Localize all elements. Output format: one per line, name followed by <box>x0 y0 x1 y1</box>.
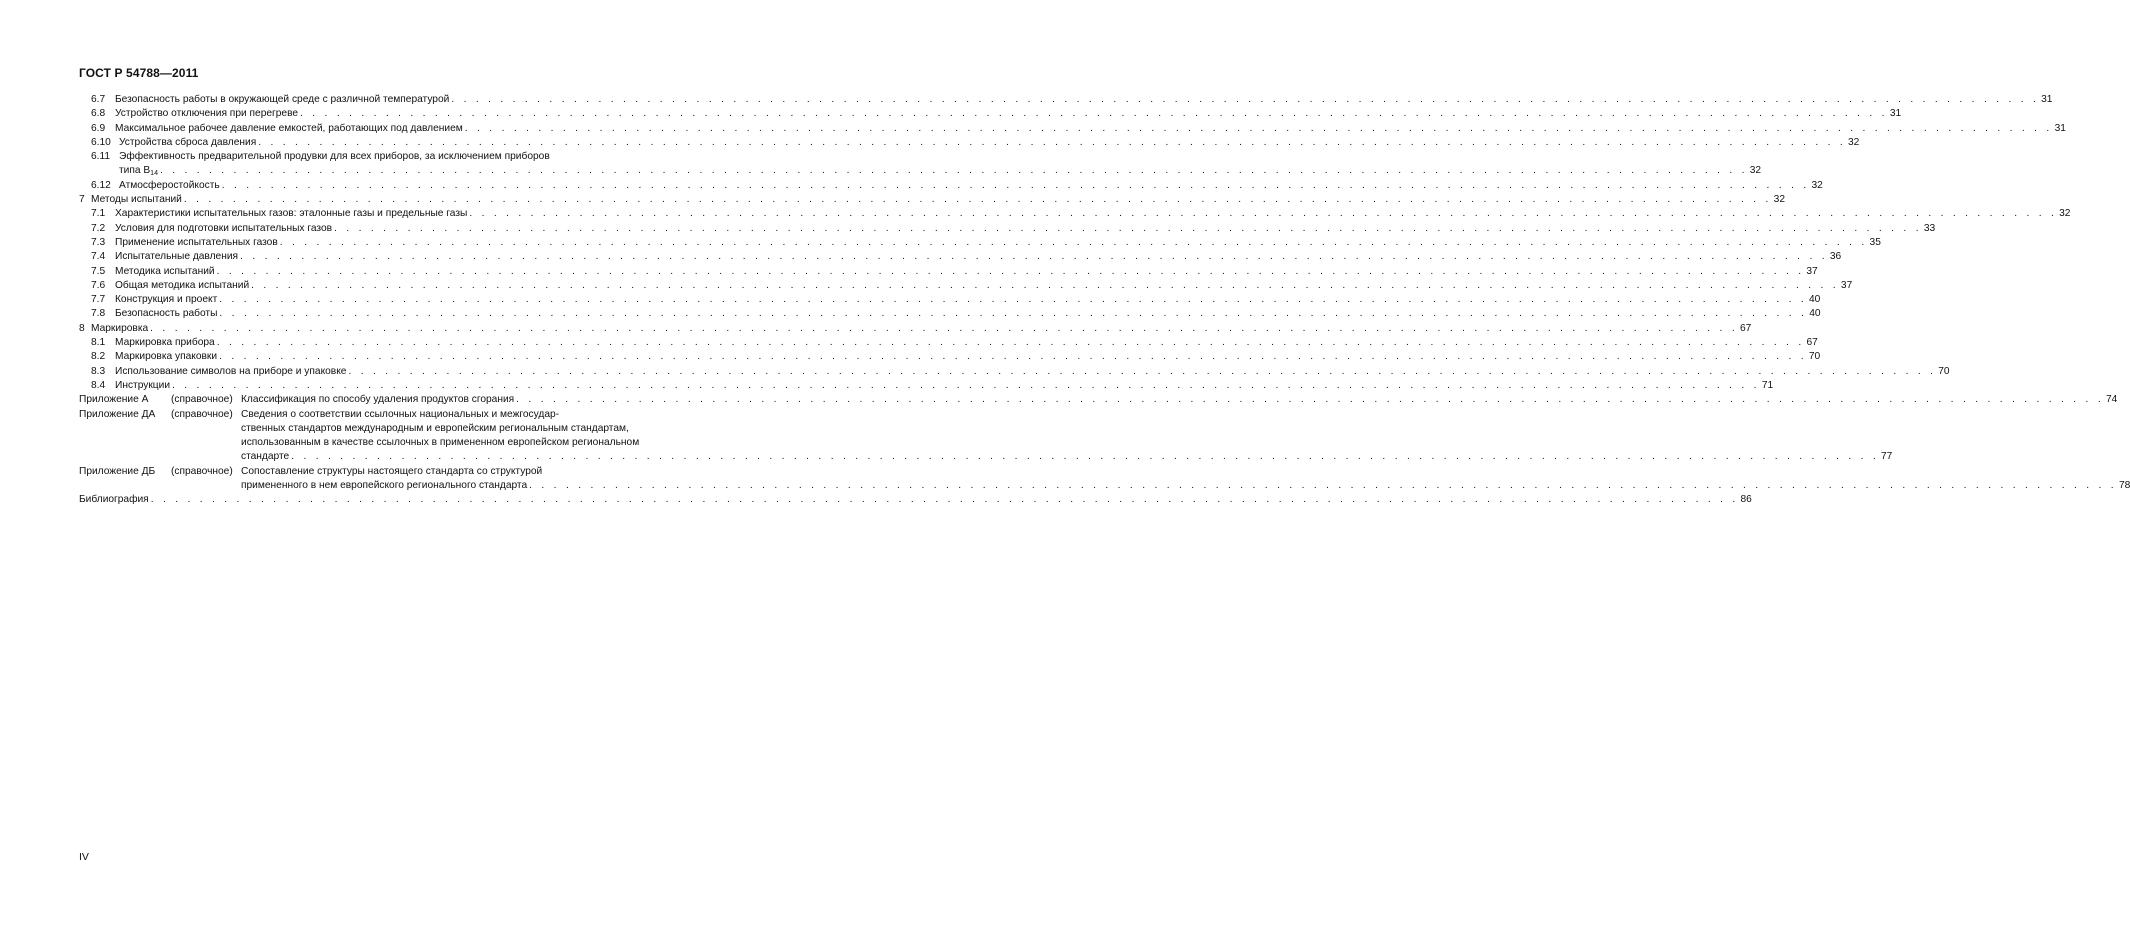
toc-title-line: Эффективность предварительной продувки для всех приборов, за исключением приборов <box>119 151 550 163</box>
dot-leader <box>469 207 2057 221</box>
toc-page: 32 <box>1811 179 1823 191</box>
toc-title: Маркировка <box>91 322 149 334</box>
document-header: ГОСТ Р 54788—2011 <box>79 66 199 80</box>
dot-leader <box>280 236 1868 250</box>
toc-title: Характеристики испытательных газов: эталонные газы и предельные газы <box>115 208 468 220</box>
toc-number: 8.3 <box>91 365 106 377</box>
dot-leader <box>219 293 1807 307</box>
table-of-contents <box>79 93 2130 508</box>
toc-entry-8-4[interactable] <box>79 379 1774 393</box>
appendix-kind: (справочное) <box>171 465 233 477</box>
dot-leader <box>151 493 1739 507</box>
subscript: 14 <box>150 170 158 178</box>
toc-page: 78 <box>2118 480 2130 492</box>
toc-title: Маркировка упаковки <box>115 351 218 363</box>
toc-title-line: типа $B_{14}$ <box>119 165 158 178</box>
toc-entry-6-7[interactable] <box>79 93 2053 107</box>
toc-page: 70 <box>1808 351 1821 363</box>
toc-number: 6.8 <box>91 108 106 120</box>
toc-title: Безопасность работы <box>115 308 218 320</box>
toc-entry-6-10[interactable] <box>79 136 1860 150</box>
toc-page: 32 <box>1749 165 1762 177</box>
toc-number: 7.2 <box>91 222 106 234</box>
toc-number: 7 <box>79 194 85 206</box>
dot-leader <box>217 336 1805 350</box>
toc-page: 77 <box>1881 451 1893 463</box>
toc-entry-7-1[interactable] <box>79 207 2071 221</box>
toc-page: 86 <box>1740 494 1752 506</box>
dot-leader <box>240 250 1828 264</box>
toc-entry-7-2[interactable] <box>79 222 1936 236</box>
toc-entry-bibliography[interactable] <box>79 493 1752 507</box>
toc-title-line: Сопоставление структуры настоящего стандарта со структурой <box>241 465 543 477</box>
toc-page: 37 <box>1840 279 1853 291</box>
toc-number: 6.12 <box>91 179 111 191</box>
dot-leader <box>222 179 1810 193</box>
toc-number: 6.9 <box>91 122 106 134</box>
toc-entry-7-5[interactable] <box>79 265 1818 279</box>
toc-number: 8.1 <box>91 337 106 349</box>
toc-title: Инструкции <box>115 379 171 391</box>
toc-page: 67 <box>1806 337 1818 349</box>
appendix-label: Приложение ДБ <box>79 465 156 477</box>
toc-title: Устройство отключения при перегреве <box>115 108 299 120</box>
toc-number: 6.11 <box>91 151 111 163</box>
toc-number: 7.5 <box>91 265 106 277</box>
toc-page: 31 <box>2054 122 2066 134</box>
toc-entry-8-1[interactable] <box>79 336 1818 350</box>
toc-page: 32 <box>1848 136 1860 148</box>
dot-leader <box>258 136 1846 150</box>
appendix-label: Приложение А <box>79 394 149 406</box>
dot-leader <box>219 307 1807 321</box>
toc-page: 40 <box>1809 308 1821 320</box>
toc-entry-7-7[interactable] <box>79 293 1821 307</box>
dot-leader <box>334 222 1922 236</box>
toc-title: Классификация по способу удаления продуктов сгорания <box>241 394 515 406</box>
toc-number: 7.8 <box>91 308 106 320</box>
toc-page: 71 <box>1761 379 1774 391</box>
toc-title: Применение испытательных газов <box>115 236 278 248</box>
toc-number: 8.4 <box>91 379 106 391</box>
toc-entry-6-8[interactable] <box>79 107 1902 121</box>
toc-entry-7-4[interactable] <box>79 250 1842 264</box>
toc-title: Устройства сброса давления <box>119 136 257 148</box>
toc-number: 8.2 <box>91 351 106 363</box>
toc-entry-appendix-da[interactable] <box>79 408 1893 465</box>
appendix-kind: (справочное) <box>171 408 233 420</box>
dot-leader <box>348 365 1936 379</box>
dot-leader <box>172 379 1760 393</box>
appendix-kind: (справочное) <box>171 394 233 406</box>
toc-number: 6.7 <box>91 94 106 105</box>
toc-title-line: стандарте <box>241 451 290 463</box>
toc-title: Максимальное рабочее давление емкостей, работающих под давлением <box>115 122 463 134</box>
toc-page: 74 <box>2105 394 2118 406</box>
toc-title: Конструкция и проект <box>115 294 218 306</box>
toc-title-line: ственных стандартов международным и европейским региональным стандартам, <box>241 422 629 434</box>
toc-number: 6.10 <box>91 136 111 148</box>
toc-title: Атмосферостойкость <box>119 179 220 191</box>
dot-leader <box>251 279 1839 293</box>
toc-page: 37 <box>1806 265 1818 277</box>
toc-entry-7-3[interactable] <box>79 236 1881 250</box>
dot-leader <box>219 350 1807 364</box>
toc-title: Безопасность работы в окружающей среде с различной температурой <box>115 94 450 105</box>
page-number: IV <box>79 851 89 863</box>
toc-number: 7.7 <box>91 294 106 306</box>
toc-entry-6-12[interactable] <box>79 179 1823 193</box>
toc-page: 67 <box>1739 322 1752 334</box>
toc-number: 8 <box>79 322 85 334</box>
toc-entry-7-8[interactable] <box>79 307 1821 321</box>
toc-entry-8-2[interactable] <box>79 350 1821 364</box>
toc-entry-8[interactable] <box>79 322 1752 336</box>
toc-title: Методы испытаний <box>91 194 182 206</box>
toc-page: 32 <box>1773 194 1785 206</box>
dot-leader <box>529 479 2117 493</box>
toc-title-line: Сведения о соответствии ссылочных национальных и межгосудар- <box>241 408 560 420</box>
dot-leader <box>150 322 1738 336</box>
toc-entry-7[interactable] <box>79 193 1785 207</box>
toc-page: 33 <box>1923 222 1936 234</box>
dot-leader <box>291 450 1879 464</box>
toc-number: 7.6 <box>91 279 106 291</box>
dot-leader <box>516 393 2104 407</box>
toc-page: 32 <box>2059 208 2071 220</box>
toc-number: 7.3 <box>91 236 106 248</box>
dot-leader <box>300 107 1888 121</box>
toc-page: 31 <box>2041 94 2053 105</box>
dot-leader <box>217 265 1805 279</box>
toc-entry-8-3[interactable] <box>79 365 1950 379</box>
appendix-label: Приложение ДА <box>79 408 156 420</box>
dot-leader <box>451 93 2039 107</box>
toc-page: 70 <box>1938 365 1950 377</box>
toc-entry-7-6[interactable] <box>79 279 1853 293</box>
toc-entry-6-9[interactable] <box>79 122 2066 136</box>
toc-number: 7.1 <box>91 208 106 220</box>
toc-title: Библиография <box>79 494 149 506</box>
toc-entry-appendix-a[interactable] <box>79 393 2118 407</box>
toc-entry-6-11[interactable] <box>79 150 1762 179</box>
toc-entry-appendix-db[interactable] <box>79 465 2130 494</box>
toc-title: Общая методика испытаний <box>115 279 250 291</box>
toc-title: Использование символов на приборе и упаковке <box>115 365 347 377</box>
toc-page: 35 <box>1869 236 1881 248</box>
dot-leader <box>465 122 2053 136</box>
toc-title: Методика испытаний <box>115 265 215 277</box>
toc-page: 31 <box>1889 108 1902 120</box>
toc-page: 40 <box>1809 294 1821 306</box>
toc-title-line: использованным в качестве ссылочных в примененном европейском региональном <box>241 437 640 449</box>
toc-title-line: примененного в нем европейского регионального стандарта <box>241 480 528 492</box>
dot-leader <box>160 164 1748 178</box>
toc-number: 7.4 <box>91 251 106 263</box>
toc-title: Маркировка прибора <box>115 337 215 349</box>
toc-title: Условия для подготовки испытательных газов <box>115 222 333 234</box>
toc-title: Испытательные давления <box>115 251 239 263</box>
dot-leader <box>184 193 1772 207</box>
toc-page: 36 <box>1829 251 1842 263</box>
